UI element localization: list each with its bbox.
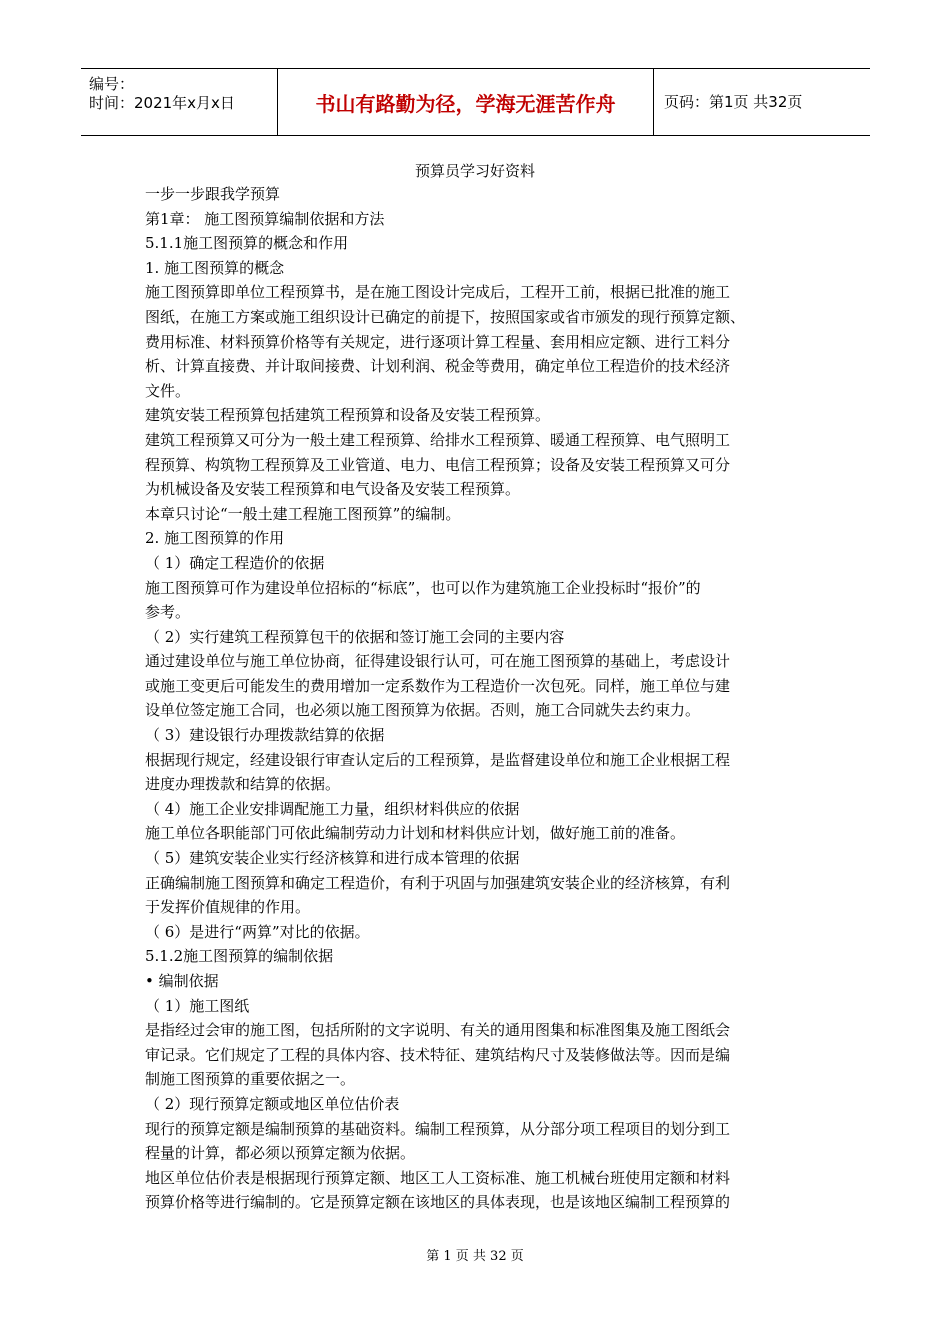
body-line: 预算价格等进行编制的。它是预算定额在该地区的具体表现，也是该地区编制工程预算的 bbox=[145, 1193, 731, 1212]
body-line: （ 6）是进行“两算”对比的依据。 bbox=[145, 922, 370, 941]
body-line: 是指经过会审的施工图，包括所附的文字说明、有关的通用图集和标准图集及施工图纸会 bbox=[145, 1021, 731, 1040]
body-line: 根据现行规定，经建设银行审查认定后的工程预算，是监督建设单位和施工企业根据工程 bbox=[145, 750, 731, 769]
body-line: 5.1.1施工图预算的概念和作用 bbox=[145, 234, 349, 253]
document-number-label: 编号： bbox=[89, 75, 135, 93]
body-line: 或施工变更后可能发生的费用增加一定系数作为工程造价一次包死。同样，施工单位与建 bbox=[145, 676, 731, 695]
body-line: 于发挥价值规律的作用。 bbox=[145, 898, 311, 917]
body-line: （ 3）建设银行办理拨款结算的依据 bbox=[145, 726, 385, 745]
body-line: • 编制依据 bbox=[145, 972, 219, 990]
body-line: （ 1）施工图纸 bbox=[145, 996, 250, 1015]
body-line: 地区单位估价表是根据现行预算定额、地区工人工资标准、施工机械台班使用定额和材料 bbox=[145, 1168, 731, 1187]
body-line: 1. 施工图预算的概念 bbox=[145, 258, 285, 277]
document-date-label: 时间：2021年x月x日 bbox=[89, 94, 235, 112]
body-line: 建筑工程预算又可分为一般土建工程预算、给排水工程预算、暖通工程预算、电气照明工 bbox=[145, 430, 731, 449]
page-footer: 第 1 页 共 32 页 bbox=[426, 1249, 524, 1264]
header-page-info: 页码：第1页 共32页 bbox=[664, 93, 803, 111]
body-line: 施工图预算可作为建设单位招标的“标底”，也可以作为建筑施工企业投标时“报价”的 bbox=[145, 578, 701, 597]
body-line: 程预算、构筑物工程预算及工业管道、电力、电信工程预算；设备及安装工程预算又可分 bbox=[145, 455, 731, 474]
header-motto: 书山有路勤为径，学海无涯苦作舟 bbox=[278, 69, 654, 135]
page-header bbox=[81, 68, 870, 136]
body-line: （ 5）建筑安装企业实行经济核算和进行成本管理的依据 bbox=[145, 849, 520, 868]
body-line: （ 2）实行建筑工程预算包干的依据和签订施工会同的主要内容 bbox=[145, 627, 565, 646]
body-line: 审记录。它们规定了工程的具体内容、技术特征、建筑结构尺寸及装修做法等。因而是编 bbox=[145, 1045, 731, 1064]
body-line: 本章只讨论“一般土建工程施工图预算”的编制。 bbox=[145, 504, 461, 523]
document-title: 预算员学习好资料 bbox=[414, 162, 535, 180]
body-line: 析、计算直接费、并计取间接费、计划利润、税金等费用，确定单位工程造价的技术经济 bbox=[145, 357, 731, 376]
body-line: 制施工图预算的重要依据之一。 bbox=[145, 1070, 356, 1089]
body-line: （ 1）确定工程造价的依据 bbox=[145, 553, 325, 572]
body-line: 图纸，在施工方案或施工组织设计已确定的前提下，按照国家或省市颁发的现行预算定额、 bbox=[145, 307, 746, 326]
body-line: 施工图预算即单位工程预算书，是在施工图设计完成后，工程开工前，根据已批准的施工 bbox=[145, 283, 731, 302]
body-line: 建筑安装工程预算包括建筑工程预算和设备及安装工程预算。 bbox=[145, 406, 551, 425]
body-line: 第1章： 施工图预算编制依据和方法 bbox=[145, 209, 385, 228]
body-line: 通过建设单位与施工单位协商，征得建设银行认可，可在施工图预算的基础上，考虑设计 bbox=[145, 652, 731, 671]
body-line: 5.1.2施工图预算的编制依据 bbox=[145, 947, 334, 966]
body-line: （ 2）现行预算定额或地区单位估价表 bbox=[145, 1094, 400, 1113]
body-line: 正确编制施工图预算和确定工程造价，有利于巩固与加强建筑安装企业的经济核算，有利 bbox=[145, 873, 731, 892]
document-body bbox=[145, 182, 805, 1215]
body-line: 施工单位各职能部门可依此编制劳动力计划和材料供应计划，做好施工前的准备。 bbox=[145, 824, 686, 843]
body-line: 费用标准、材料预算价格等有关规定，进行逐项计算工程量、套用相应定额、进行工料分 bbox=[145, 332, 731, 351]
body-line: 参考。 bbox=[145, 603, 191, 622]
body-line: 为机械设备及安装工程预算和电气设备及安装工程预算。 bbox=[145, 480, 521, 499]
body-line: 程量的计算，都必须以预算定额为依据。 bbox=[145, 1144, 416, 1163]
body-line: 2. 施工图预算的作用 bbox=[145, 529, 285, 548]
body-line: 一步一步跟我学预算 bbox=[145, 185, 281, 203]
header-left-cell bbox=[81, 69, 278, 135]
body-line: 现行的预算定额是编制预算的基础资料。编制工程预算，从分部分项工程项目的划分到工 bbox=[145, 1119, 731, 1138]
body-line: 设单位签定施工合同，也必须以施工图预算为依据。否则，施工合同就失去约束力。 bbox=[145, 701, 701, 720]
body-line: 文件。 bbox=[145, 381, 191, 400]
body-line: 进度办理拨款和结算的依据。 bbox=[145, 775, 341, 794]
body-line: （ 4）施工企业安排调配施工力量，组织材料供应的依据 bbox=[145, 799, 520, 818]
